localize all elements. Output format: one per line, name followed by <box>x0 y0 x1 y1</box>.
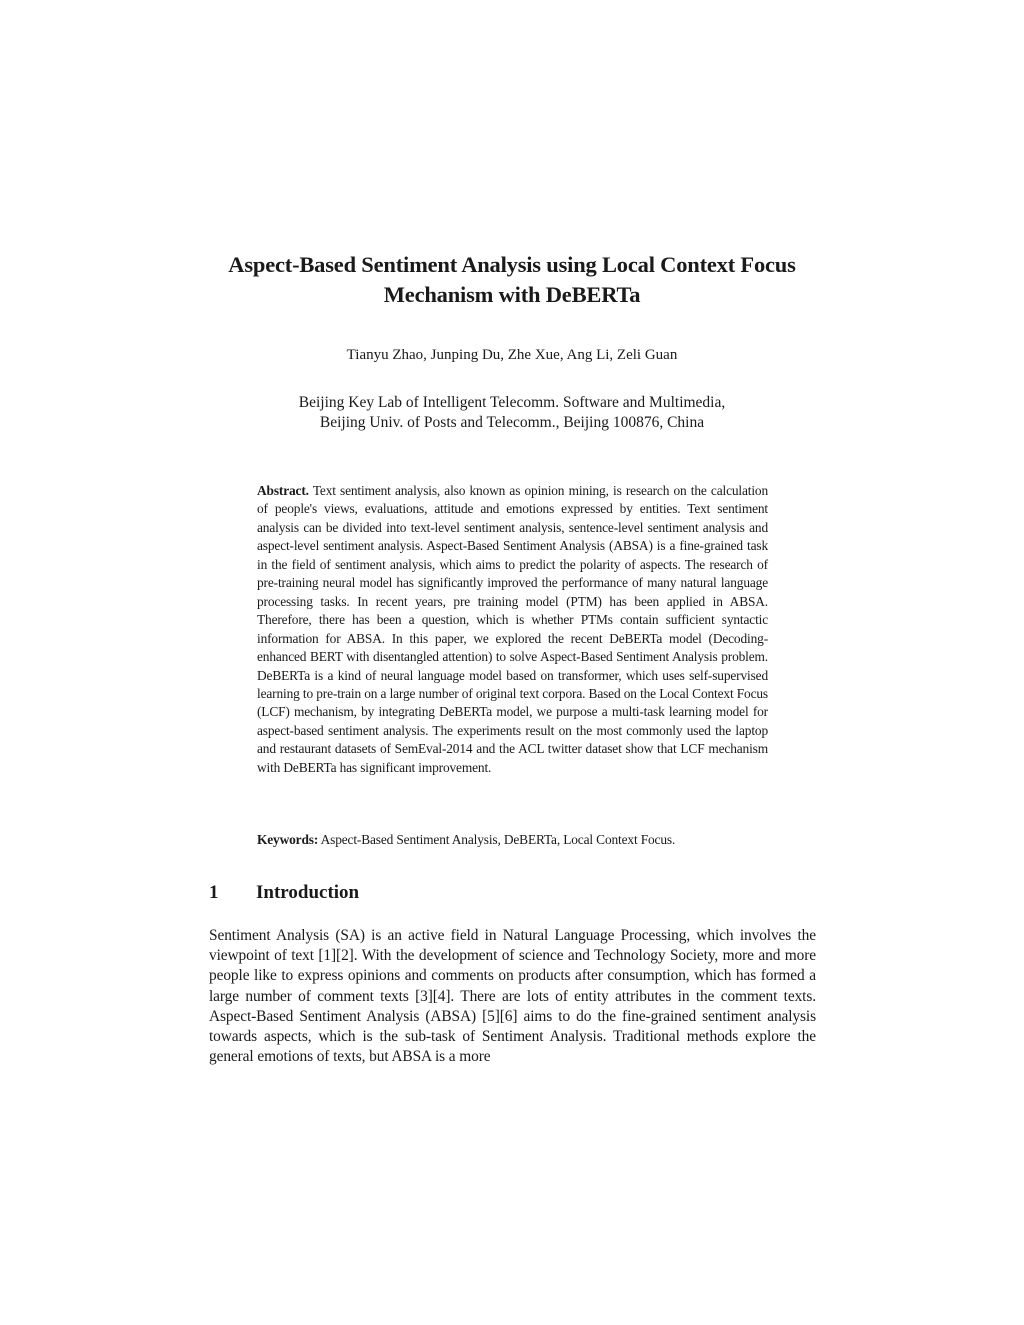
keywords <box>257 831 797 849</box>
introduction-paragraph: Sentiment Analysis (SA) is an active field in Natural Language Processing, which involves the viewpoint of text [1][2]. With the development of science and Technology Society, more and more people like to express opinions and comments on products after consumption, which has formed a large number of comment texts [3][4]. There are lots of entity attributes in the comment texts. Aspect-Based Sentiment Analysis (ABSA) [5][6] aims to do the fine-grained sentiment analysis towards aspects, which is the sub-task of Sentiment Analysis. Traditional methods explore the general emotions of texts, but ABSA is a more <box>209 927 816 1066</box>
abstract-text: Text sentiment analysis, also known as opinion mining, is research on the calculation of people's views, evaluations, attitude and emotions expressed by entities. Text sentiment analysis can be divided into text-level sentiment analysis, sentence-level sentiment analysis and aspect-level sentiment analysis. Aspect-Based Sentiment Analysis (ABSA) is a fine-grained task in the field of sentiment analysis, which aims to predict the polarity of aspects. The research of pre-training neural model has significantly improved the performance of many natural language processing tasks. In recent years, pre training model (PTM) has been applied in ABSA. Therefore, there has been a question, which is whether PTMs contain sufficient syntactic information for ABSA. In this paper, we explored the recent DeBERTa model (Decoding-enhanced BERT with disentangled attention) to solve Aspect-Based Sentiment Analysis problem. DeBERTa is a kind of neural language model based on transformer, which uses self-supervised learning to pre-train on a large number of original text corpora. Based on the Local Context Focus (LCF) mechanism, by integrating DeBERTa model, we purpose a multi-task learning model for aspect-based sentiment analysis. The experiments result on the most commonly used the laptop and restaurant datasets of SemEval-2014 and the ACL twitter dataset show that LCF mechanism with DeBERTa has significant improvement. <box>257 483 768 775</box>
author-list: Tianyu Zhao, Junping Du, Zhe Xue, Ang Li, Zeli Guan <box>346 347 678 363</box>
abstract-label: Abstract. <box>257 483 309 498</box>
section-title: Introduction <box>256 882 360 903</box>
title-line-2: Mechanism with DeBERTa <box>383 282 641 307</box>
abstract <box>257 482 768 777</box>
title-line-1: Aspect-Based Sentiment Analysis using Local Context Focus <box>228 252 796 277</box>
affiliation-line-2: Beijing Univ. of Posts and Telecomm., Beijing 100876, China <box>319 414 705 431</box>
section-heading <box>209 881 359 905</box>
affiliation-line-1: Beijing Key Lab of Intelligent Telecomm. Software and Multimedia, <box>298 394 726 411</box>
keywords-text: Aspect-Based Sentiment Analysis, DeBERTa, Local Context Focus. <box>320 832 676 847</box>
keywords-label: Keywords: <box>257 832 319 847</box>
section-number: 1 <box>209 882 219 903</box>
paper-title <box>150 250 874 310</box>
affiliation <box>150 393 874 433</box>
